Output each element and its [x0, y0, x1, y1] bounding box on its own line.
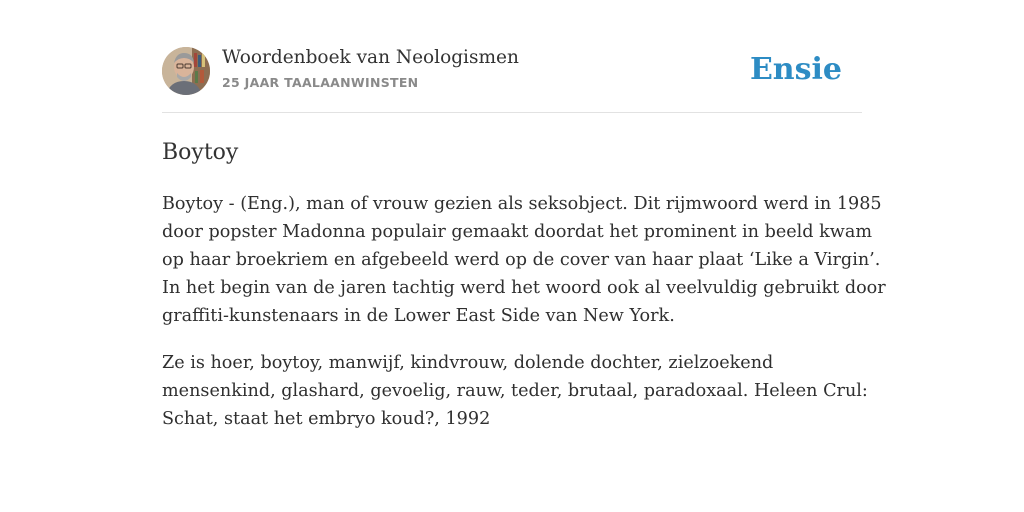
definition-paragraph — [162, 190, 886, 330]
brand-logo[interactable]: Ensie — [749, 52, 842, 87]
quotation-paragraph — [162, 349, 868, 433]
text-line: mensenkind, glashard, gevoelig, rauw, teder, brutaal, paradoxaal. Heleen Crul: — [162, 381, 868, 401]
header — [162, 0, 862, 113]
author-subtitle: 25 JAAR TAALAANWINSTEN — [222, 75, 419, 90]
text-line: Ze is hoer, boytoy, manwijf, kindvrouw, dolende dochter, zielzoekend — [162, 353, 774, 373]
avatar[interactable] — [162, 47, 210, 95]
entry-title: Boytoy — [162, 140, 239, 165]
author-name[interactable]: Woordenboek van Neologismen — [222, 47, 519, 68]
text-line: op haar broekriem en afgebeeld werd op de cover van haar plaat ‘Like a Virgin’. — [162, 250, 881, 270]
page — [162, 0, 886, 429]
text-line: graffiti-kunstenaars in de Lower East Side van New York. — [162, 306, 675, 326]
text-line: In het begin van de jaren tachtig werd het woord ook al veelvuldig gebruikt door — [162, 278, 886, 298]
text-line: door popster Madonna populair gemaakt doordat het prominent in beeld kwam — [162, 222, 873, 242]
text-line: Boytoy - (Eng.), man of vrouw gezien als seksobject. Dit rijmwoord werd in 1985 — [162, 194, 882, 214]
author-portrait-icon — [162, 47, 210, 95]
text-line: Schat, staat het embryo koud?, 1992 — [162, 409, 491, 429]
